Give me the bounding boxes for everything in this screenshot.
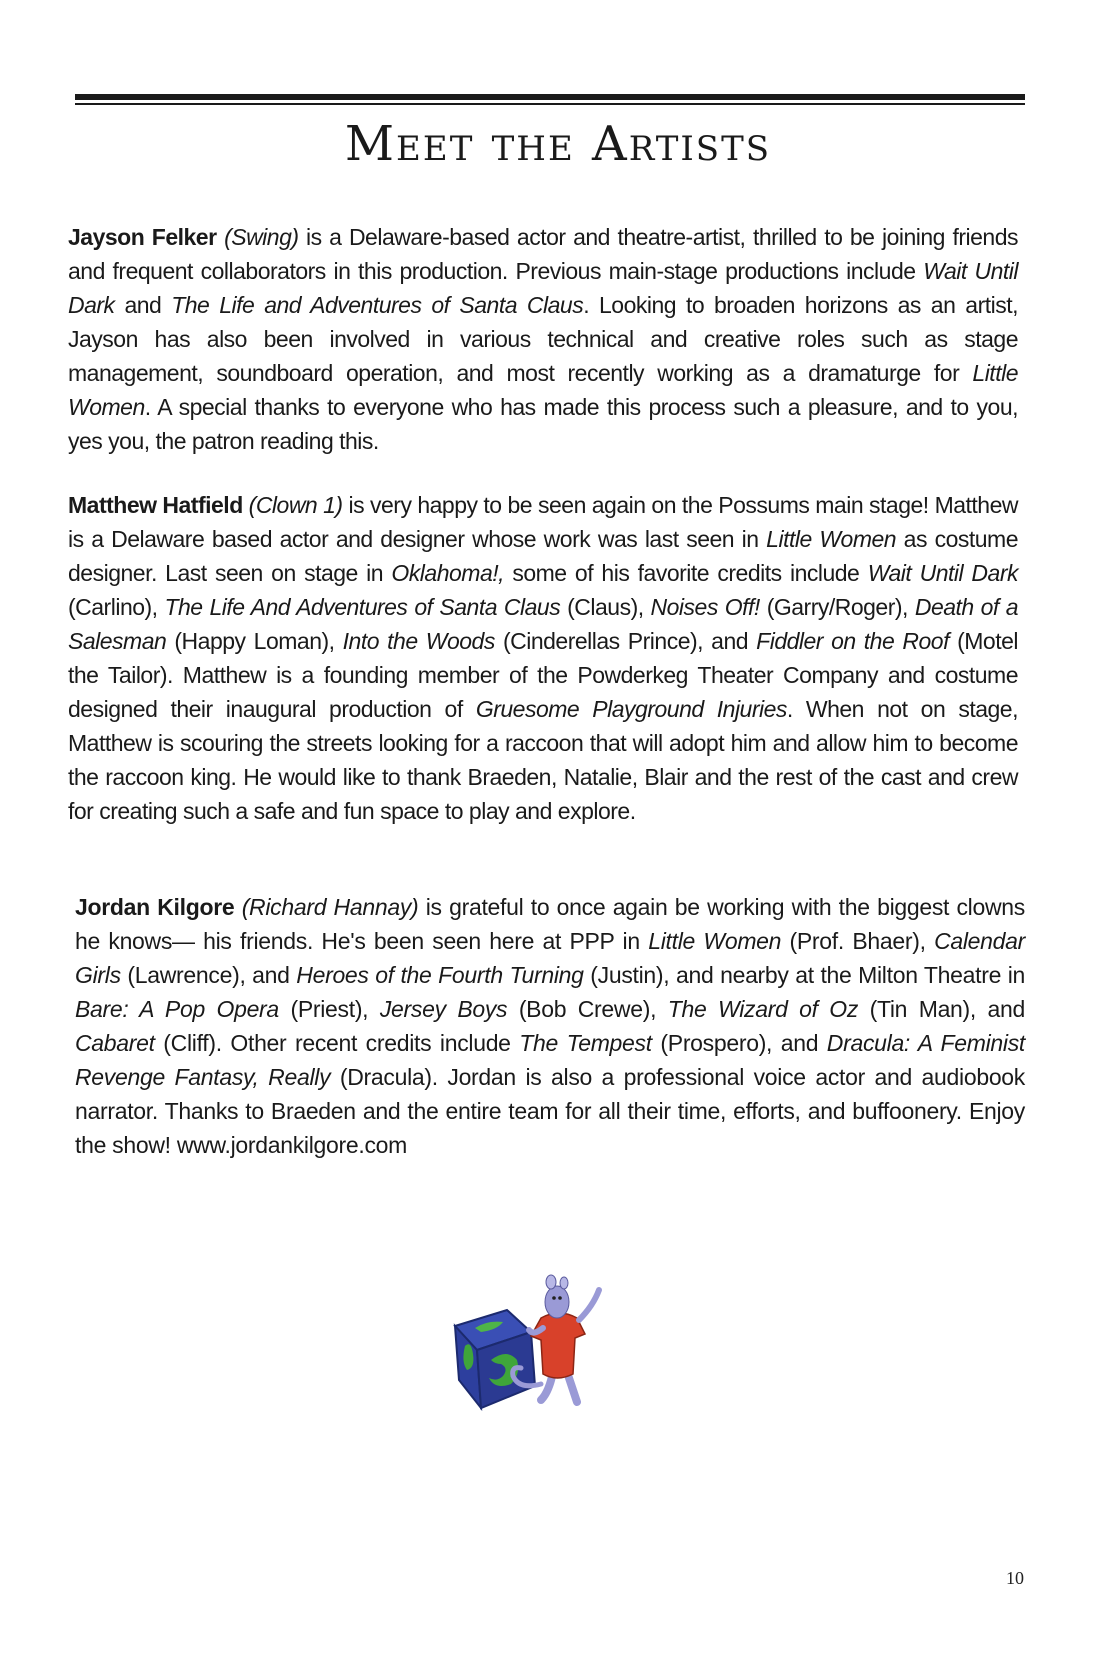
bio-text: (Bob Crewe),	[507, 996, 668, 1022]
bio-text: (Carlino),	[68, 594, 165, 620]
show-title: Death of a Salesman	[68, 594, 1018, 654]
show-title: Calendar Girls	[75, 928, 1025, 988]
bio-text: (Claus),	[560, 594, 651, 620]
bio-text: is grateful to once again be working with the biggest clowns he knows— his friends. He's been seen here at PPP in	[75, 894, 1025, 954]
show-title: Wait Until Dark	[867, 560, 1018, 586]
artist-role: (Swing)	[224, 224, 299, 250]
show-title: Cabaret	[75, 1030, 155, 1056]
show-title: Little Women	[648, 928, 782, 954]
show-title: Little Women	[766, 526, 897, 552]
bio-text: (Cinderellas Prince), and	[494, 628, 757, 654]
bio-text: and	[114, 292, 172, 318]
bio-text: is very happy to be seen again on the Possums main stage! Matthew is a Delaware based actor and designer whose work was last seen in	[68, 492, 1019, 552]
bio-text: (Priest),	[278, 996, 380, 1022]
artist-name: Matthew Hatfield	[68, 492, 243, 518]
show-title: The Tempest	[519, 1030, 652, 1056]
show-title: Gruesome Playground Injuries	[475, 696, 787, 722]
bio-text: (Dracula). Jordan is also a professional voice actor and audiobook narrator. Thanks to Braeden and the entire team for all their time, efforts, and buffoonery. Enjoy the show! www.jordankilgore.com	[75, 1064, 1025, 1158]
page-number: 10	[1006, 1568, 1024, 1588]
bio-text: (Lawrence), and	[120, 962, 297, 988]
show-title: Jersey Boys	[379, 996, 508, 1022]
show-title: Oklahoma!,	[391, 560, 505, 586]
artist-role: (Clown 1)	[248, 492, 343, 518]
bio-text: as costume designer. Last seen on stage in	[68, 526, 1018, 586]
bio-text: some of his favorite credits include	[504, 560, 868, 586]
show-title: Dracula: A Feminist Revenge Fantasy, Really	[75, 1030, 1026, 1090]
bio-text: (Motel the Tailor). Matthew is a founding member of the Powderkeg Theater Company and costume designed their inaugural production of	[68, 628, 1018, 722]
show-title: Into the Woods	[342, 628, 495, 654]
show-title: The Life And Adventures of Santa Claus	[164, 594, 561, 620]
show-title: The Wizard of Oz	[667, 996, 859, 1022]
show-title: Fiddler on the Roof	[756, 628, 949, 654]
artist-role: (Richard Hannay)	[241, 894, 419, 920]
bio-text: is a Delaware-based actor and theatre-artist, thrilled to be joining friends and frequent collaborators in this production. Previous main-stage productions include	[68, 224, 1019, 284]
bio-text: . A special thanks to everyone who has made this process such a pleasure, and to you, yes you, the patron reading this.	[68, 394, 1018, 454]
artist-name: Jordan Kilgore	[75, 894, 235, 920]
show-title: Little Women	[68, 360, 1018, 420]
bio-text: (Justin), and nearby at the Milton Theatre in	[583, 962, 1025, 988]
bio-text: (Garry/Roger),	[759, 594, 915, 620]
show-title: Wait Until Dark	[68, 258, 1018, 318]
show-title: The Life and Adventures of Santa Claus	[171, 292, 584, 318]
bio-jordan-kilgore	[75, 890, 1025, 1162]
bio-text: . Looking to broaden horizons as an artist, Jayson has also been involved in various technical and creative roles such as stage management, soundboard operation, and most recently working as a dramaturge for	[68, 292, 1019, 386]
bio-text: (Happy Loman),	[166, 628, 343, 654]
bio-text: (Cliff). Other recent credits include	[154, 1030, 520, 1056]
artist-name: Jayson Felker	[68, 224, 217, 250]
bio-text: (Prof. Bhaer),	[781, 928, 935, 954]
bio-text: (Tin Man), and	[858, 996, 1026, 1022]
show-title: Bare: A Pop Opera	[75, 996, 279, 1022]
bio-text: . When not on stage, Matthew is scouring the streets looking for a raccoon that will adopt him and allow him to become the raccoon king. He would like to thank Braeden, Natalie, Blair and the rest of the cast and crew for creating such a safe and fun space to play and explore.	[68, 696, 1018, 824]
bio-jayson-felker	[68, 220, 1018, 458]
header-rule-thick	[75, 94, 1025, 100]
header-rule-thin	[75, 103, 1025, 105]
possum-with-toy-block-icon	[445, 1268, 625, 1418]
show-title: Noises Off!	[650, 594, 760, 620]
bio-matthew-hatfield	[68, 488, 1018, 828]
bio-text: (Prospero), and	[651, 1030, 827, 1056]
show-title: Heroes of the Fourth Turning	[296, 962, 584, 988]
page-title: Meet the Artists	[344, 116, 772, 172]
